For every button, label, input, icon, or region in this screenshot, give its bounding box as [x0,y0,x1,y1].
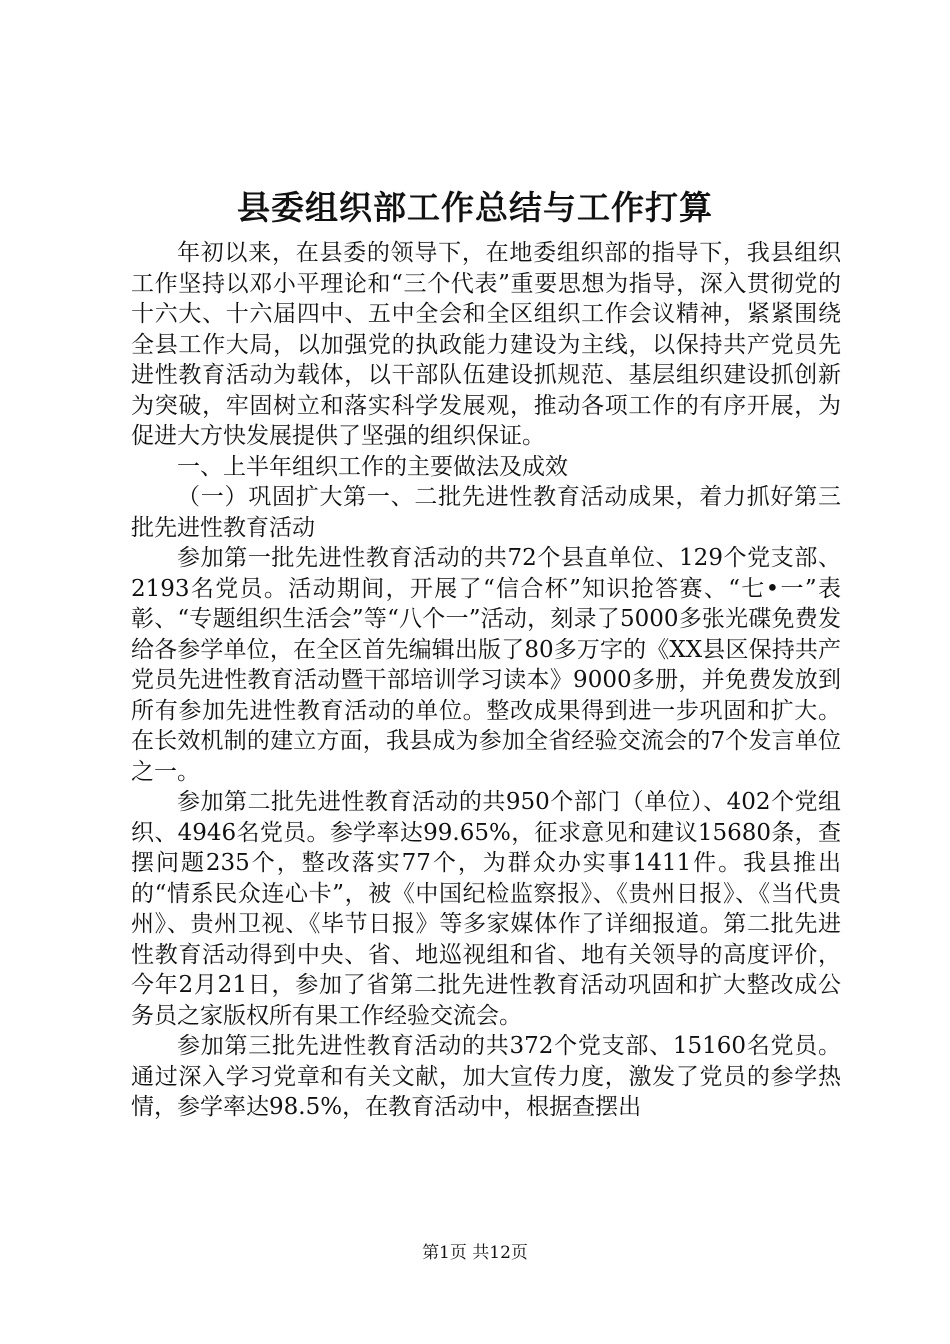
page-number-footer: 第1页 共12页 [422,1243,528,1263]
paragraph-second-batch: 参加第二批先进性教育活动的共950个部门（单位）、402个党组织、4946名党员。参学率达99.65%，征求意见和建议15680条，查摆问题235个，整改落实77个，为群众办实事1411件。我县推出的“情系民众连心卡”，被《中国纪检监察报》、《贵州日报》、《当代贵州》、贵州卫视、《毕节日报》等多家媒体作了详细报道。第二批先进性教育活动得到中央、省、地巡视组和省、地有关领导的高度评价，今年2月21日，参加了省第二批先进性教育活动巩固和扩大整改成公务员之家版权所有果工作经验交流会。 [131,789,841,1029]
paragraph-intro: 年初以来，在县委的领导下，在地委组织部的指导下，我县组织工作坚持以邓小平理论和“三个代表”重要思想为指导，深入贯彻党的十六大、十六届四中、五中全会和全区组织工作会议精神，紧紧围绕全县工作大局，以加强党的执政能力建设为主线，以保持共产党员先进性教育活动为载体，以干部队伍建设抓规范、基层组织建设抓创新为突破，牢固树立和落实科学发展观，推动各项工作的有序开展，为促进大方快发展提供了坚强的组织保证。 [131,240,841,449]
section-heading: 一、上半年组织工作的主要做法及成效 [177,453,568,480]
document-body [131,238,841,1123]
subsection-heading: （一）巩固扩大第一、二批先进性教育活动成果，着力抓好第三批先进性教育活动 [131,484,841,541]
paragraph-third-batch: 参加第三批先进性教育活动的共372个党支部、15160名党员。通过深入学习党章和有关文献，加大宣传力度，激发了党员的参学热情，参学率达98.5%，在教育活动中，根据查摆出 [131,1033,841,1120]
paragraph-first-batch: 参加第一批先进性教育活动的共72个县直单位、129个党支部、2193名党员。活动期间，开展了“信合杯”知识抢答赛、“七•一”表彰、“专题组织生活会”等“八个一”活动，刻录了5000多张光碟免费发给各参学单位，在全区首先编辑出版了80多万字的《XX县区保持共产党员先进性教育活动暨干部培训学习读本》9000多册，并免费发放到所有参加先进性教育活动的单位。整改成果得到进一步巩固和扩大。在长效机制的建立方面，我县成为参加全省经验交流会的7个发言单位之一。 [131,545,841,785]
document-title: 县委组织部工作总结与工作打算 [237,188,713,227]
